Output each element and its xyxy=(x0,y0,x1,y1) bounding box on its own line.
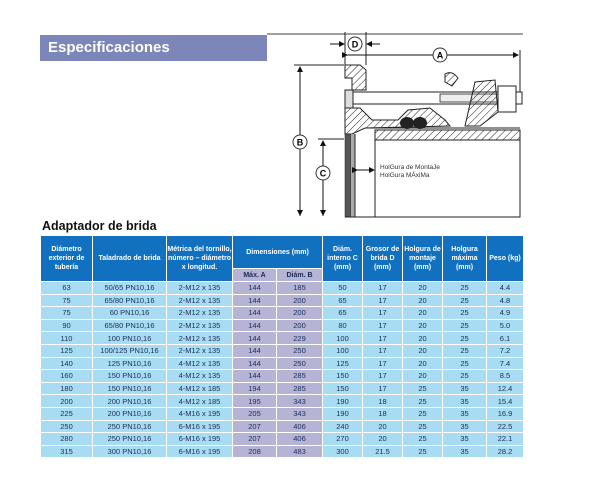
cell-taladrado: 100 PN10,16 xyxy=(93,332,167,345)
cell-holgura-montaje: 20 xyxy=(403,319,443,332)
table-row xyxy=(41,307,524,320)
cell-grosor-brida: 17 xyxy=(363,382,403,395)
cell-diametro-exterior: 200 xyxy=(41,395,93,408)
cell-metrica: 2-M12 x 135 xyxy=(167,294,233,307)
header-diam-b: Diám. B xyxy=(277,269,323,282)
cell-diametro-interno: 270 xyxy=(323,433,363,446)
cell-holgura-maxima: 35 xyxy=(443,395,487,408)
svg-text:D: D xyxy=(351,39,359,50)
cell-peso: 8.5 xyxy=(487,370,524,383)
cell-taladrado: 50/65 PN10,16 xyxy=(93,282,167,295)
cell-peso: 16.9 xyxy=(487,407,524,420)
cell-grosor-brida: 20 xyxy=(363,420,403,433)
table-row xyxy=(41,382,524,395)
cell-diam-b: 229 xyxy=(277,332,323,345)
cell-diametro-exterior: 63 xyxy=(41,282,93,295)
cell-holgura-maxima: 25 xyxy=(443,319,487,332)
note-holgura-montaje: HolGura de MontaJe xyxy=(380,164,440,171)
header-metrica: Métrica del tornillo, número – diámetro x longitud. xyxy=(167,236,233,282)
header-dimensiones: Dimensiones (mm) xyxy=(233,236,323,269)
cell-holgura-maxima: 25 xyxy=(443,294,487,307)
flange-adapter-diagram xyxy=(280,30,530,230)
cell-taladrado: 65/80 PN10,16 xyxy=(93,319,167,332)
cell-holgura-montaje: 25 xyxy=(403,433,443,446)
cell-diam-b: 343 xyxy=(277,407,323,420)
table-row xyxy=(41,433,524,446)
cell-max-a: 144 xyxy=(233,344,277,357)
cell-diam-b: 200 xyxy=(277,294,323,307)
cell-peso: 22.1 xyxy=(487,433,524,446)
cell-peso: 6.1 xyxy=(487,332,524,345)
cell-metrica: 6-M16 x 195 xyxy=(167,433,233,446)
header-grosor-brida: Grosor de brida D (mm) xyxy=(363,236,403,282)
cell-taladrado: 100/125 PN10,16 xyxy=(93,344,167,357)
cell-diam-b: 285 xyxy=(277,382,323,395)
cell-diam-b: 483 xyxy=(277,445,323,458)
cell-taladrado: 200 PN10,16 xyxy=(93,395,167,408)
cell-grosor-brida: 17 xyxy=(363,344,403,357)
cell-metrica: 4-M12 x 185 xyxy=(167,395,233,408)
cell-taladrado: 300 PN10,16 xyxy=(93,445,167,458)
cell-max-a: 144 xyxy=(233,332,277,345)
table-row xyxy=(41,294,524,307)
cell-taladrado: 60 PN10,16 xyxy=(93,307,167,320)
cell-metrica: 4-M16 x 195 xyxy=(167,407,233,420)
dimension-c xyxy=(316,139,344,216)
cell-holgura-montaje: 20 xyxy=(403,307,443,320)
cell-holgura-maxima: 35 xyxy=(443,420,487,433)
cell-holgura-montaje: 20 xyxy=(403,344,443,357)
cell-holgura-maxima: 25 xyxy=(443,357,487,370)
cell-holgura-maxima: 35 xyxy=(443,433,487,446)
header-max-a: Máx. A xyxy=(233,269,277,282)
cell-diametro-exterior: 250 xyxy=(41,420,93,433)
table-row xyxy=(41,445,524,458)
cell-holgura-montaje: 25 xyxy=(403,395,443,408)
cell-metrica: 4-M12 x 185 xyxy=(167,382,233,395)
cell-holgura-montaje: 20 xyxy=(403,282,443,295)
table-row xyxy=(41,319,524,332)
cell-diametro-exterior: 75 xyxy=(41,294,93,307)
cell-diametro-exterior: 140 xyxy=(41,357,93,370)
cell-diametro-interno: 100 xyxy=(323,332,363,345)
cell-grosor-brida: 21.5 xyxy=(363,445,403,458)
header-peso: Peso (kg) xyxy=(487,236,524,282)
cell-metrica: 2-M12 x 135 xyxy=(167,332,233,345)
cell-metrica: 6-M16 x 195 xyxy=(167,445,233,458)
cell-holgura-maxima: 35 xyxy=(443,382,487,395)
cell-metrica: 6-M16 x 195 xyxy=(167,420,233,433)
cell-diametro-exterior: 180 xyxy=(41,382,93,395)
cell-taladrado: 250 PN10,16 xyxy=(93,433,167,446)
cell-peso: 4.4 xyxy=(487,282,524,295)
cell-max-a: 144 xyxy=(233,282,277,295)
table-row xyxy=(41,420,524,433)
cell-max-a: 194 xyxy=(233,382,277,395)
cell-holgura-maxima: 25 xyxy=(443,332,487,345)
cell-diametro-interno: 65 xyxy=(323,294,363,307)
cell-diametro-interno: 150 xyxy=(323,370,363,383)
cell-diametro-interno: 100 xyxy=(323,344,363,357)
cell-grosor-brida: 20 xyxy=(363,433,403,446)
cell-diametro-exterior: 75 xyxy=(41,307,93,320)
cell-max-a: 195 xyxy=(233,395,277,408)
cell-grosor-brida: 17 xyxy=(363,357,403,370)
cell-diametro-exterior: 225 xyxy=(41,407,93,420)
header-holgura-montaje: Holgura de montaje (mm) xyxy=(403,236,443,282)
svg-text:B: B xyxy=(296,137,304,148)
svg-text:C: C xyxy=(319,168,327,179)
cell-holgura-montaje: 20 xyxy=(403,294,443,307)
flange-adapter-table xyxy=(40,235,524,458)
cell-diametro-interno: 300 xyxy=(323,445,363,458)
cell-metrica: 2-M12 x 135 xyxy=(167,344,233,357)
cell-holgura-maxima: 25 xyxy=(443,370,487,383)
cell-max-a: 144 xyxy=(233,307,277,320)
cell-peso: 4.9 xyxy=(487,307,524,320)
cell-peso: 7.4 xyxy=(487,357,524,370)
cell-holgura-montaje: 25 xyxy=(403,445,443,458)
cell-diametro-interno: 190 xyxy=(323,395,363,408)
cell-peso: 15.4 xyxy=(487,395,524,408)
cell-diametro-exterior: 280 xyxy=(41,433,93,446)
cell-grosor-brida: 17 xyxy=(363,307,403,320)
dimension-b xyxy=(293,65,344,216)
cell-diametro-exterior: 315 xyxy=(41,445,93,458)
table-row xyxy=(41,395,524,408)
cell-holgura-montaje: 20 xyxy=(403,332,443,345)
cell-holgura-maxima: 25 xyxy=(443,307,487,320)
cell-peso: 22.5 xyxy=(487,420,524,433)
cell-holgura-montaje: 20 xyxy=(403,370,443,383)
table-row xyxy=(41,407,524,420)
table-row xyxy=(41,282,524,295)
cell-diam-b: 185 xyxy=(277,282,323,295)
cell-peso: 28.2 xyxy=(487,445,524,458)
cell-peso: 7.2 xyxy=(487,344,524,357)
cell-max-a: 144 xyxy=(233,357,277,370)
cell-max-a: 205 xyxy=(233,407,277,420)
cell-diam-b: 250 xyxy=(277,357,323,370)
cell-max-a: 144 xyxy=(233,294,277,307)
flange-body xyxy=(345,65,522,140)
cell-grosor-brida: 17 xyxy=(363,370,403,383)
cell-max-a: 144 xyxy=(233,370,277,383)
header-taladrado: Taladrado de brida xyxy=(93,236,167,282)
cell-taladrado: 125 PN10,16 xyxy=(93,357,167,370)
cell-diametro-interno: 50 xyxy=(323,282,363,295)
dimension-d xyxy=(330,32,380,65)
cell-grosor-brida: 17 xyxy=(363,294,403,307)
cell-holgura-montaje: 25 xyxy=(403,420,443,433)
cell-metrica: 2-M12 x 135 xyxy=(167,307,233,320)
cell-holgura-montaje: 25 xyxy=(403,407,443,420)
cell-peso: 5.0 xyxy=(487,319,524,332)
cell-holgura-maxima: 25 xyxy=(443,344,487,357)
spec-header-band xyxy=(40,35,267,61)
cell-diametro-exterior: 160 xyxy=(41,370,93,383)
cell-metrica: 4-M12 x 135 xyxy=(167,370,233,383)
cell-taladrado: 150 PN10,16 xyxy=(93,370,167,383)
cell-taladrado: 200 PN10,16 xyxy=(93,407,167,420)
cell-max-a: 208 xyxy=(233,445,277,458)
cell-diametro-interno: 65 xyxy=(323,307,363,320)
table-row xyxy=(41,332,524,345)
table-row xyxy=(41,370,524,383)
header-holgura-maxima: Holgura máxima (mm) xyxy=(443,236,487,282)
cell-holgura-maxima: 25 xyxy=(443,282,487,295)
cell-holgura-maxima: 35 xyxy=(443,407,487,420)
cell-max-a: 207 xyxy=(233,433,277,446)
cell-holgura-maxima: 35 xyxy=(443,445,487,458)
cell-grosor-brida: 17 xyxy=(363,282,403,295)
cell-holgura-montaje: 25 xyxy=(403,382,443,395)
cell-max-a: 144 xyxy=(233,319,277,332)
cell-grosor-brida: 18 xyxy=(363,395,403,408)
cell-max-a: 207 xyxy=(233,420,277,433)
cell-metrica: 4-M12 x 135 xyxy=(167,357,233,370)
cell-diam-b: 343 xyxy=(277,395,323,408)
cell-grosor-brida: 17 xyxy=(363,319,403,332)
cell-grosor-brida: 17 xyxy=(363,332,403,345)
cell-holgura-montaje: 20 xyxy=(403,357,443,370)
header-diametro-interno: Diám. interno C (mm) xyxy=(323,236,363,282)
header-diametro-exterior: Diámetro exterior de tubería xyxy=(41,236,93,282)
cell-diam-b: 285 xyxy=(277,370,323,383)
cell-diametro-interno: 80 xyxy=(323,319,363,332)
cell-grosor-brida: 18 xyxy=(363,407,403,420)
cell-diam-b: 406 xyxy=(277,420,323,433)
cell-peso: 4.8 xyxy=(487,294,524,307)
cell-diametro-interno: 190 xyxy=(323,407,363,420)
cell-diametro-exterior: 110 xyxy=(41,332,93,345)
table-row xyxy=(41,344,524,357)
table-body xyxy=(41,282,524,458)
cell-diametro-interno: 125 xyxy=(323,357,363,370)
cell-diametro-exterior: 90 xyxy=(41,319,93,332)
cell-diam-b: 200 xyxy=(277,319,323,332)
cell-diam-b: 200 xyxy=(277,307,323,320)
spec-header-title: Especificaciones xyxy=(48,39,170,56)
pipe-body xyxy=(345,134,520,217)
section-title: Adaptador de brida xyxy=(42,219,157,233)
cell-taladrado: 150 PN10,16 xyxy=(93,382,167,395)
cell-metrica: 2-M12 x 135 xyxy=(167,282,233,295)
svg-text:A: A xyxy=(436,50,444,61)
cell-taladrado: 65/80 PN10,16 xyxy=(93,294,167,307)
cell-metrica: 2-M12 x 135 xyxy=(167,319,233,332)
note-holgura-maxima: HolGura MÁxiMa xyxy=(380,172,430,179)
cell-diam-b: 250 xyxy=(277,344,323,357)
cell-taladrado: 250 PN10,16 xyxy=(93,420,167,433)
cell-diam-b: 406 xyxy=(277,433,323,446)
cell-peso: 12.4 xyxy=(487,382,524,395)
cell-diametro-exterior: 125 xyxy=(41,344,93,357)
table-row xyxy=(41,357,524,370)
cell-diametro-interno: 150 xyxy=(323,382,363,395)
cell-diametro-interno: 240 xyxy=(323,420,363,433)
